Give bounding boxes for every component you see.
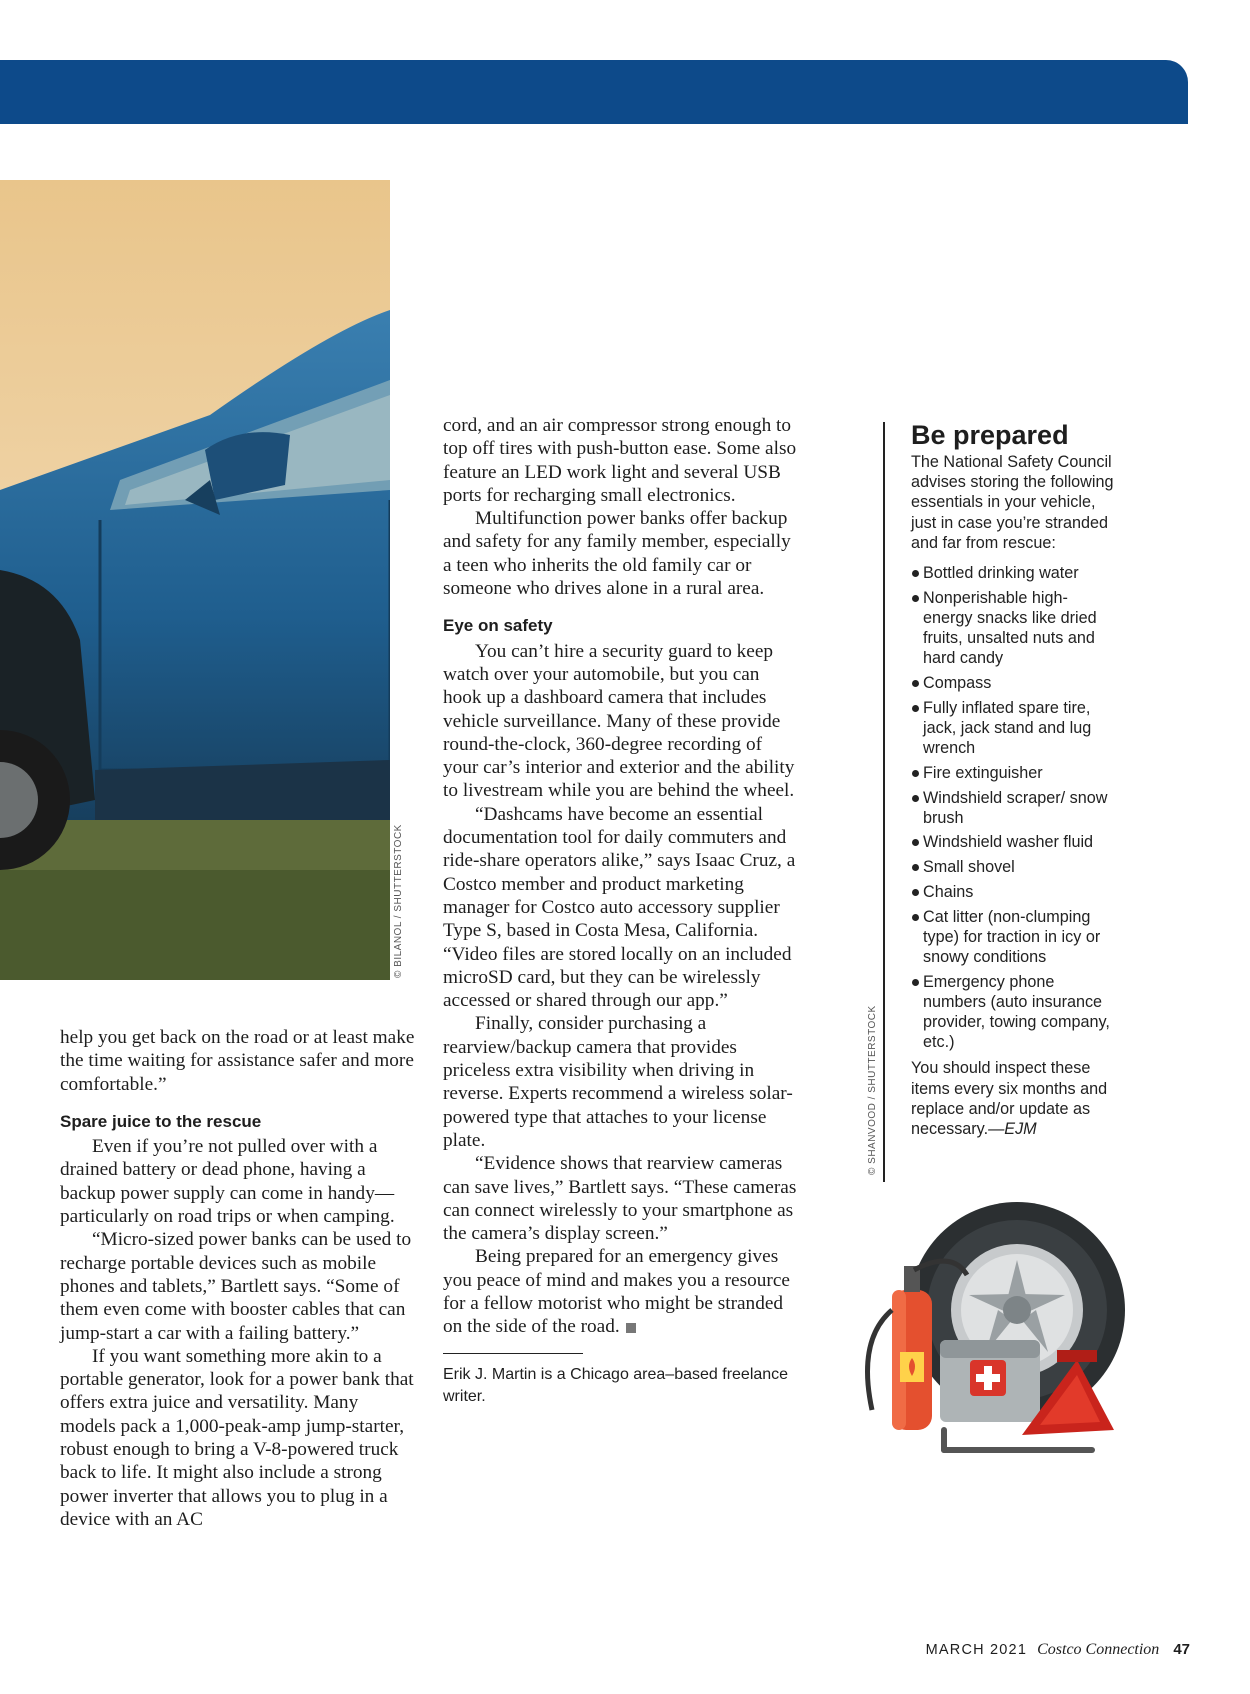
col2-paragraph-6: “Evidence shows that rearview cameras can save lives,” Bartlett says. “These cameras can connect wirelessly to your smartphone as the camera’s display screen.” (443, 1153, 797, 1245)
sidebar-intro: The National Safety Council advises storing the following essentials in your vehicle, just in case you’re stranded and far from rescue: (911, 453, 1114, 552)
bio-divider (443, 1353, 583, 1354)
col1-paragraph-4: If you want something more akin to a portable generator, look for a power bank that offers extra juice and versatility. Many models pack a 1,000-peak-amp jump-starter, robust enough to bring a V-8-powered truck back to life. It might also include a strong power inverter that allows you to plug in a device with an AC (60, 1345, 414, 1530)
sidebar-signature: —EJM (988, 1120, 1037, 1139)
list-item: Small shovel (911, 857, 1116, 877)
sidebar-title: Be prepared (911, 420, 1069, 450)
page-footer (926, 1641, 1190, 1659)
sidebar-be-prepared (911, 418, 1116, 1139)
column-1 (60, 1026, 415, 1531)
magazine-name: Costco Connection (1037, 1641, 1160, 1658)
illustration-credit: © SHANVOOD / SHUTTERSTOCK (867, 1005, 878, 1175)
col2-paragraph-7 (443, 1245, 800, 1338)
sidebar-outro (911, 1058, 1116, 1139)
col2-paragraph-4: “Dashcams have become an essential documentation tool for daily commuters and ride-share operators alike,” says Isaac Cruz, a Costco member and product marketing manager for Costco auto accessory supplier Type S, based in Costa Mesa, California. “Video files are stored locally on an included microSD card, but they can be wirelessly accessed or shared through our app.” (443, 803, 796, 1012)
col2-paragraph-2: Multifunction power banks offer backup and safety for any family member, especially a teen who inherits the old family car or someone who drives alone in a rural area. (443, 508, 791, 600)
list-item: Fully inflated spare tire, jack, jack stand and lug wrench (911, 698, 1116, 759)
essentials-list (911, 563, 1116, 1052)
sidebar-outro-text: You should inspect these items every six months and replace and/or update as necessary. (911, 1059, 1108, 1139)
emergency-kit-illustration (852, 1200, 1132, 1490)
col1-paragraph-2: Even if you’re not pulled over with a drained battery or dead phone, having a backup power supply can come in handy—particularly on road trips or when camping. (60, 1136, 395, 1228)
col2-paragraph-1: cord, and an air compressor strong enough to top off tires with push-button ease. Some also feature an LED work light and several USB ports for recharging small electronics. (443, 415, 797, 506)
sidebar-divider (883, 422, 885, 1182)
col1-paragraph-3: “Micro-sized power banks can be used to recharge portable devices such as mobile phones and tablets,” Bartlett says. “Some of them even come with booster cables that can jump-start a car with a failing battery.” (60, 1229, 412, 1344)
car-photo (0, 180, 390, 980)
col2-paragraph-5: Finally, consider purchasing a rearview/backup camera that provides priceless extra visibility when driving in reverse. Experts recommend a wireless solar-powered type that attaches to your license plate. (443, 1013, 793, 1151)
list-item: Chains (911, 882, 1116, 902)
col1-paragraph-1: help you get back on the road or at least make the time waiting for assistance safer and more comfortable.” (60, 1027, 415, 1095)
list-item: Windshield washer fluid (911, 832, 1116, 852)
end-mark-icon (626, 1323, 636, 1333)
list-item: Emergency phone numbers (auto insurance provider, towing company, etc.) (911, 972, 1116, 1053)
heading-spare-juice: Spare juice to the rescue (60, 1111, 262, 1131)
issue-date: MARCH 2021 (925, 1642, 1028, 1658)
list-item: Fire extinguisher (911, 763, 1116, 783)
list-item: Cat litter (non-clumping type) for traction in icy or snowy conditions (911, 907, 1116, 968)
list-item: Bottled drinking water (911, 563, 1116, 583)
column-2 (443, 414, 800, 1408)
col2-paragraph-7-text: Being prepared for an emergency gives you peace of mind and makes you a resource for a fellow motorist who might be stranded on the side of the road. (443, 1246, 790, 1338)
col2-paragraph-3: You can’t hire a security guard to keep watch over your automobile, but you can hook up a dashboard camera that includes vehicle surveillance. Many of these provide round-the-clock, 360-degree recording of your car’s interior and exterior and the ability to livestream while you are behind the wheel. (443, 640, 795, 802)
list-item: Windshield scraper/ snow brush (911, 788, 1116, 828)
list-item: Compass (911, 673, 1116, 693)
list-item: Nonperishable high-energy snacks like dried fruits, unsalted nuts and hard candy (911, 588, 1116, 669)
header-banner (0, 60, 1188, 124)
heading-eye-on-safety: Eye on safety (443, 616, 553, 636)
photo-credit: © BILANOL / SHUTTERSTOCK (393, 824, 404, 978)
page-number: 47 (1173, 1641, 1190, 1658)
author-bio: Erik J. Martin is a Chicago area–based freelance writer. (443, 1365, 789, 1405)
